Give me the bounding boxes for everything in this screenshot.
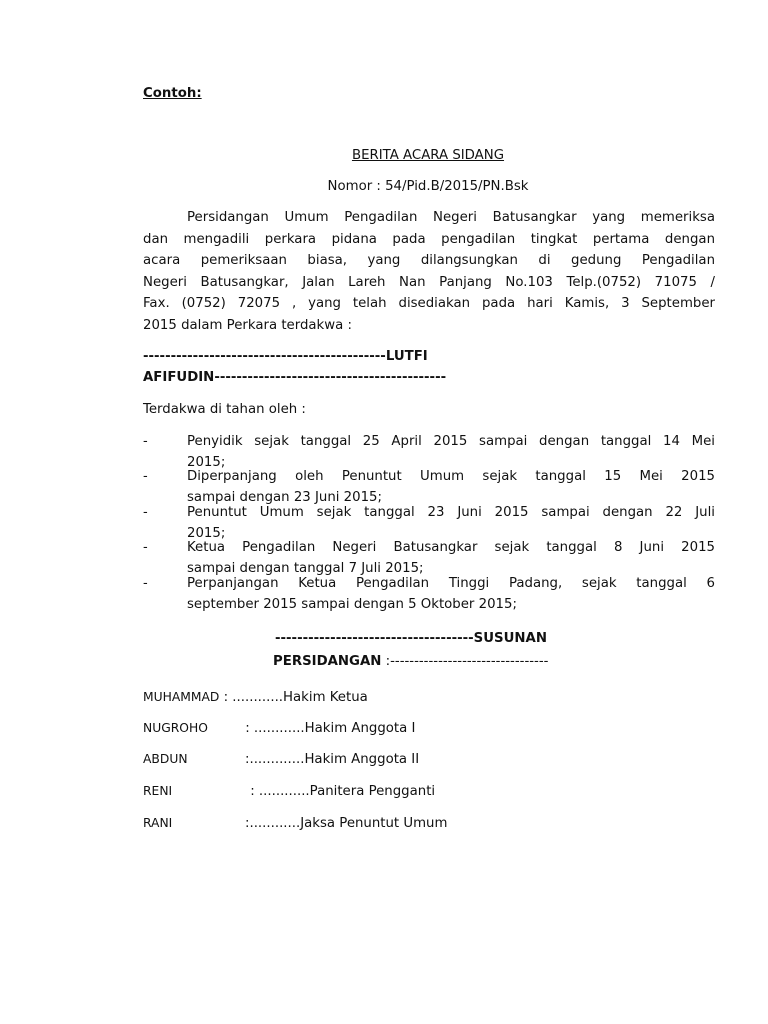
detention-item-line: sampai dengan tanggal 7 Juli 2015;	[187, 561, 424, 576]
bullet-marker: -	[143, 540, 148, 555]
bullet-marker: -	[143, 576, 148, 591]
detention-item-line: 2015;	[187, 526, 226, 541]
member-name: MUHAMMAD	[143, 690, 220, 704]
bullet-marker: -	[143, 469, 148, 484]
member-separator: :............	[245, 816, 301, 831]
member-name: NUGROHO	[143, 721, 208, 735]
bullet-marker: -	[143, 505, 148, 520]
detention-heading: Terdakwa di tahan oleh :	[143, 402, 306, 417]
member-row	[143, 780, 435, 799]
member-name: ABDUN	[143, 752, 188, 766]
detention-item-line: Penuntut Umum sejak tanggal 23 Juni 2015 sampai dengan 22 Juli	[187, 505, 715, 520]
paragraph-line: Fax. (0752) 72075 , yang telah disediakan pada hari Kamis, 3 September	[143, 296, 715, 311]
paragraph-line: acara pemeriksaan biasa, yang dilangsungkan di gedung Pengadilan	[143, 253, 715, 268]
member-name: RENI	[143, 784, 173, 798]
paragraph-line: Negeri Batusangkar, Jalan Lareh Nan Panjang No.103 Telp.(0752) 71075 /	[143, 275, 715, 290]
member-row	[143, 812, 447, 831]
detention-item-line: 2015;	[187, 455, 226, 470]
composition-line-1: ------------------------------------SUSUNAN	[275, 631, 547, 646]
member-separator: : ............	[241, 721, 305, 736]
member-separator: : ............	[246, 784, 310, 799]
paragraph-line: 2015 dalam Perkara terdakwa :	[143, 318, 352, 333]
detention-item-line: sampai dengan 23 Juni 2015;	[187, 490, 382, 505]
member-separator: : ............	[219, 690, 284, 705]
defendant-line-1: --------------------------------------------LUTFI	[143, 349, 428, 364]
document-number: Nomor : 54/Pid.B/2015/PN.Bsk	[327, 179, 529, 194]
member-role: Jaksa Penuntut Umum	[300, 816, 448, 831]
member-row	[143, 686, 368, 705]
composition-heading: PERSIDANGAN	[273, 654, 382, 669]
member-row	[143, 748, 419, 767]
document-title: BERITA ACARA SIDANG	[351, 148, 505, 163]
paragraph-line: dan mengadili perkara pidana pada pengadilan tingkat pertama dengan	[143, 232, 715, 247]
member-role: Panitera Pengganti	[309, 784, 436, 799]
paragraph-line: Persidangan Umum Pengadilan Negeri Batusangkar yang memeriksa	[187, 210, 715, 225]
detention-item-line: Ketua Pengadilan Negeri Batusangkar sejak tanggal 8 Juni 2015	[187, 540, 715, 555]
composition-line-2	[273, 654, 548, 669]
detention-item-line: september 2015 sampai dengan 5 Oktober 2015;	[187, 597, 517, 612]
member-role: Hakim Anggota II	[304, 752, 420, 767]
member-separator: :.............	[245, 752, 305, 767]
detention-item-line: Diperpanjang oleh Penuntut Umum sejak tanggal 15 Mei 2015	[187, 469, 715, 484]
member-row	[143, 717, 415, 736]
composition-dashes: :---------------------------------	[381, 654, 549, 669]
detention-item-line: Perpanjangan Ketua Pengadilan Tinggi Padang, sejak tanggal 6	[187, 576, 715, 591]
defendant-line-2: AFIFUDIN------------------------------------------	[143, 370, 447, 385]
detention-item-line: Penyidik sejak tanggal 25 April 2015 sampai dengan tanggal 14 Mei	[187, 434, 715, 449]
member-name: RANI	[143, 816, 173, 830]
member-role: Hakim Anggota I	[304, 721, 416, 736]
example-label: Contoh:	[143, 86, 202, 101]
bullet-marker: -	[143, 434, 148, 449]
member-role: Hakim Ketua	[283, 690, 368, 705]
